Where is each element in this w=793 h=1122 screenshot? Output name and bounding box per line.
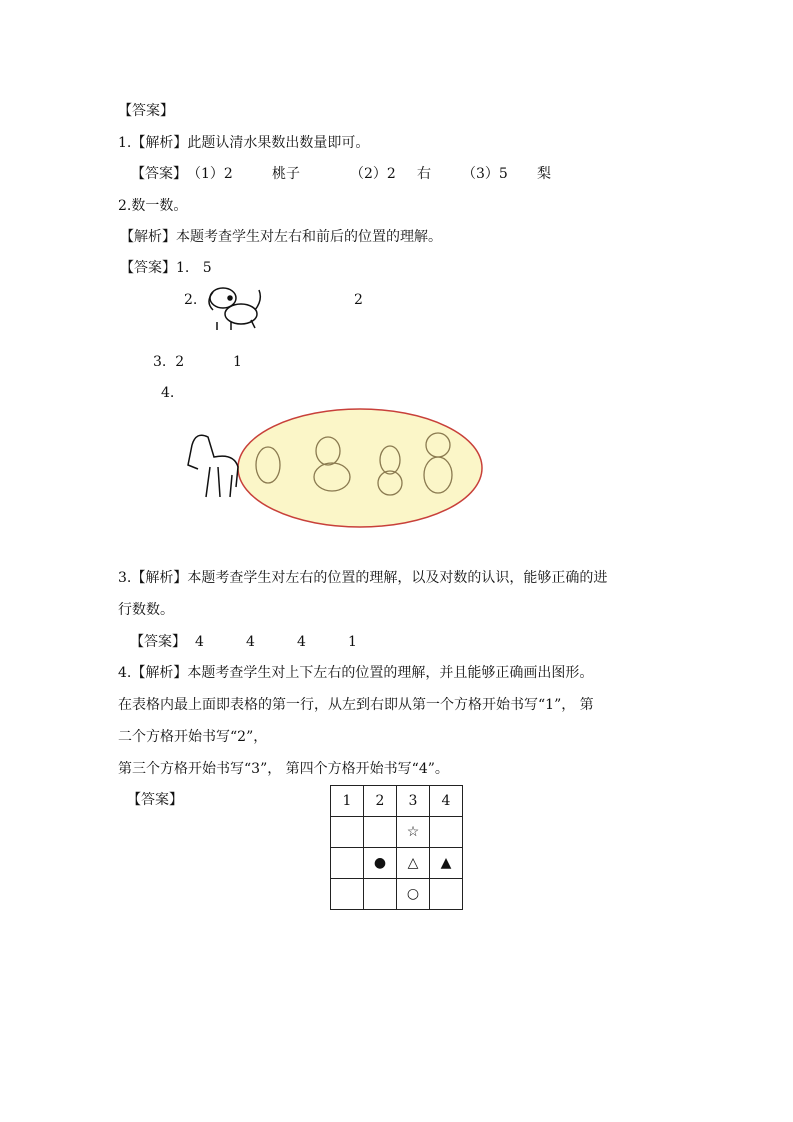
q1-a3-word: 梨 (537, 166, 551, 182)
star-icon: ☆ (397, 817, 430, 848)
q4-line4: 第三个方格开始书写“3”， 第四个方格开始书写“4”。 (118, 761, 449, 777)
q3-analysis-line1: 3.【解析】本题考查学生对左右的位置的理解，以及对数的认识，能够正确的进 (118, 570, 608, 586)
grid-cell: 4 (430, 786, 463, 817)
filled-triangle-icon: ▲ (430, 848, 463, 879)
grid-cell: 1 (331, 786, 364, 817)
table-row (331, 879, 463, 910)
horse-icon (188, 435, 238, 497)
filled-circle-icon: ● (364, 848, 397, 879)
grid-cell: 2 (364, 786, 397, 817)
q2-item3-label: 3. 2 (153, 354, 185, 370)
q3-value: 4 (297, 634, 306, 650)
grid-cell (331, 848, 364, 879)
grid-cell: 3 (397, 786, 430, 817)
q2-item2-label: 2. (184, 292, 198, 308)
q2-answer-1: 【答案】1. 5 (120, 260, 212, 276)
q4-answer-label: 【答案】 (127, 792, 183, 808)
answer-grid (330, 785, 463, 910)
q3-value: 4 (246, 634, 255, 650)
q1-a2: （2）2 (350, 166, 396, 182)
highlight-ellipse (238, 409, 482, 527)
dog-illustration (203, 282, 265, 332)
q2-title: 2.数一数。 (118, 198, 188, 214)
q1-analysis: 1.【解析】此题认清水果数出数量即可。 (118, 135, 370, 151)
q3-analysis-line2: 行数数。 (118, 602, 174, 618)
table-row (331, 817, 463, 848)
q3-answer-label: 【答案】 (130, 634, 186, 650)
grid-cell (364, 879, 397, 910)
q2-item2-value: 2 (354, 292, 363, 308)
q1-a1-word: 桃子 (272, 166, 300, 182)
table-row (331, 786, 463, 817)
circle-icon: ○ (397, 879, 430, 910)
grid-cell (364, 817, 397, 848)
grid-cell (430, 879, 463, 910)
q2-item4-label: 4. (161, 385, 175, 401)
answer-heading: 【答案】 (118, 103, 174, 119)
q4-line2: 在表格内最上面即表格的第一行，从左到右即从第一个方格开始书写“1”， 第 (118, 697, 594, 713)
grid-cell (331, 817, 364, 848)
q4-line3: 二个方格开始书写“2”， (118, 729, 268, 745)
q1-a3: （3）5 (462, 166, 508, 182)
q1-a1: （1）2 (187, 166, 233, 182)
q2-analysis: 【解析】本题考查学生对左右和前后的位置的理解。 (120, 229, 442, 245)
animals-ellipse-illustration (180, 405, 490, 535)
q4-analysis: 4.【解析】本题考查学生对上下左右的位置的理解，并且能够正确画出图形。 (118, 665, 594, 681)
q1-a2-word: 右 (417, 166, 431, 182)
q3-value: 1 (348, 634, 357, 650)
q3-value: 4 (195, 634, 204, 650)
q2-item3-value: 1 (233, 354, 242, 370)
q1-answer-label: 【答案】 (131, 166, 187, 182)
triangle-icon: △ (397, 848, 430, 879)
table-row (331, 848, 463, 879)
grid-cell (331, 879, 364, 910)
grid-cell (430, 817, 463, 848)
